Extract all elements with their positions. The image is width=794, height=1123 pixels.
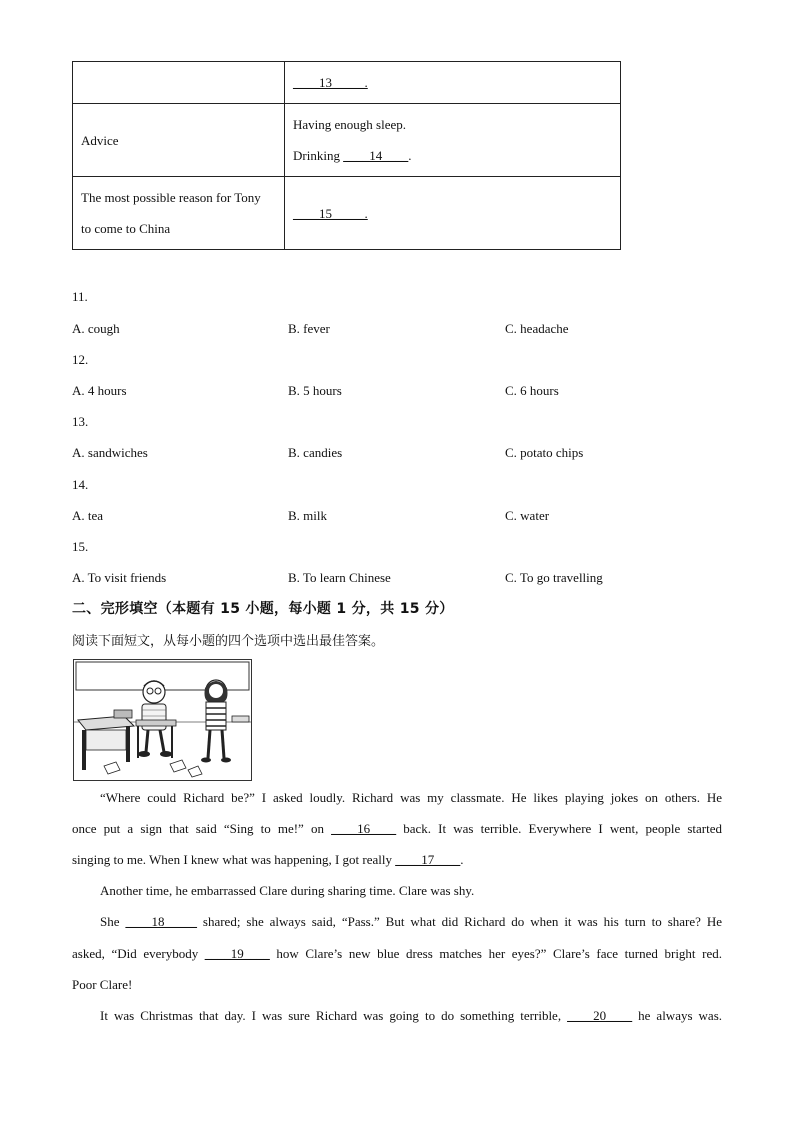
reason-label-line-2: to come to China [81,221,171,236]
passage-line: asked, “Did everybody ____19____ how Clare’s new blue dress matches her eyes?” Clare’s face turned bright red. [72,946,722,961]
blank-14: ____14____ [343,148,409,163]
passage-line: once put a sign that said “Sing to me!” on ____16____ back. It was terrible. Everywhere I went, people started [72,821,722,836]
passage-line: Poor Clare! [72,977,133,992]
passage-line: She ____18_____ shared; she always said, “Pass.” But what did Richard do when it was his turn to share? He [100,914,722,929]
advice-line-2: Drinking ____14____. [293,148,412,163]
table-cell-label: Advice [73,104,285,177]
option-b[interactable]: B. To learn Chinese [288,570,391,585]
advice-line-1: Having enough sleep. [293,117,407,132]
table-cell-label [73,62,285,104]
classroom-drawing [74,660,251,780]
option-b[interactable]: B. 5 hours [288,383,342,398]
table-cell-answer [285,62,621,104]
option-a[interactable]: A. To visit friends [72,570,167,585]
table-cell-label [73,177,285,250]
passage-line: “Where could Richard be?” I asked loudly. Richard was my classmate. He likes playing jokes on others. He [100,790,722,805]
table-row [73,177,621,250]
option-c[interactable]: C. water [505,508,550,523]
option-b[interactable]: B. milk [288,508,328,523]
question-number: 15. [72,539,89,554]
option-a[interactable]: A. tea [72,508,104,523]
table-row [73,104,621,177]
section-title: 二、完形填空（本题有 15 小题，每小题 1 分，共 15 分） [72,601,454,617]
blank-18: ____18_____ [125,914,197,929]
blank-17: ____17____ [395,852,461,867]
question-number: 11. [72,289,88,304]
option-a[interactable]: A. cough [72,321,120,336]
option-c[interactable]: C. potato chips [505,445,584,460]
blank-15: ____15_____. [293,205,368,221]
option-a[interactable]: A. sandwiches [72,445,148,460]
table-cell-answer [285,177,621,250]
option-a[interactable]: A. 4 hours [72,383,127,398]
passage-line: It was Christmas that day. I was sure Richard was going to do something terrible, ____20____ he always was. [100,1008,723,1023]
blank-13: ____13_____. [293,75,368,90]
question-number: 14. [72,477,89,492]
table-cell-answer [285,104,621,177]
reason-label-line-1: The most possible reason for Tony [81,190,261,205]
blank-20: ____20____ [567,1008,633,1023]
option-c[interactable]: C. To go travelling [505,570,603,585]
question-number: 13. [72,414,89,429]
option-c[interactable]: C. headache [505,321,569,336]
blank-19: ____19____ [204,946,270,961]
table-row [73,62,621,104]
question-number: 12. [72,352,89,367]
info-table [72,61,621,250]
option-b[interactable]: B. candies [288,445,343,460]
passage-line: singing to me. When I knew what was happening, I got really ____17____. [72,852,464,867]
section-instruction: 阅读下面短文，从每小题的四个选项中选出最佳答案。 [72,634,385,649]
option-c[interactable]: C. 6 hours [505,383,559,398]
passage-line: Another time, he embarrassed Clare during sharing time. Clare was shy. [100,883,475,898]
blank-16: ____16____ [331,821,397,836]
option-b[interactable]: B. fever [288,321,330,336]
classroom-illustration [73,659,252,781]
